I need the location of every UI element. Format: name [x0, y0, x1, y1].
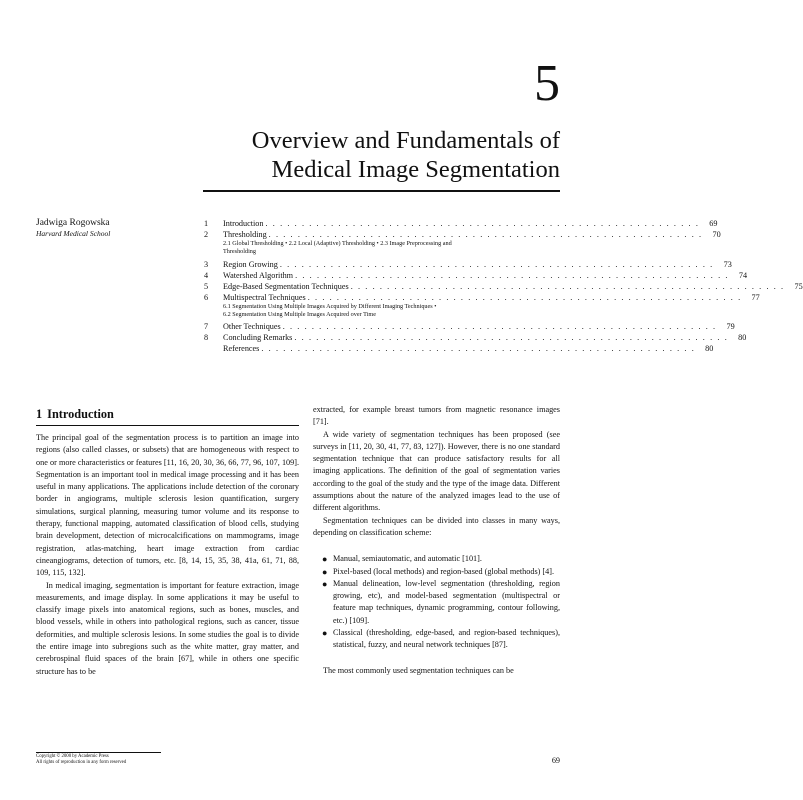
toc-entry-page: 73 [723, 259, 732, 269]
list-item [313, 553, 560, 565]
bullet-icon: ● [322, 578, 328, 589]
toc-leader-dots: . . . . . . . . . . . . . . . . . . . . . . . . . . . . . . . . . . . . . . . . . . . . . . . . . . . . . . . . . . . . [294, 333, 729, 343]
toc-subsections-thresholding [204, 240, 560, 257]
toc-entry-title: Region Growing [223, 259, 278, 269]
copyright-notice [36, 754, 126, 766]
toc-entry-title: Concluding Remarks [223, 333, 293, 343]
toc-subsections-multispectral [204, 303, 560, 320]
toc-leader-dots: . . . . . . . . . . . . . . . . . . . . . . . . . . . . . . . . . . . . . . . . . . . . . . . . . . . . . . . . . . . . [279, 259, 714, 269]
toc-entry-title: Edge-Based Segmentation Techniques [223, 281, 349, 291]
toc-leader-dots: . . . . . . . . . . . . . . . . . . . . . . . . . . . . . . . . . . . . . . . . . . . . . . . . . . . . . . . . . . . . [282, 322, 717, 332]
toc-entry-title: Thresholding [223, 230, 267, 239]
toc-entry-page: 80 [738, 333, 747, 343]
page-number: 69 [551, 756, 560, 765]
toc-leader-dots: . . . . . . . . . . . . . . . . . . . . . . . . . . . . . . . . . . . . . . . . . . . . . . . . . . . . . . . . . . . . [350, 281, 785, 291]
copyright-line: Copyright © 2000 by Academic Press [36, 754, 109, 759]
toc-entry-number: 4 [204, 270, 209, 280]
toc-entry-introduction[interactable] [204, 218, 718, 229]
toc-entry-region-growing[interactable] [204, 259, 732, 270]
list-item-text: Manual, semiautomatic, and automatic [101]. [333, 554, 482, 564]
toc-entry-page: 80 [705, 344, 714, 354]
toc-subsection-line: 2.1 Global Thresholding • 2.2 Local (Adaptive) Thresholding • 2.3 Image Preprocessing and [223, 240, 452, 247]
toc-entry-page: 77 [751, 292, 760, 302]
bullet-icon: ● [322, 628, 328, 639]
table-of-contents [204, 218, 803, 354]
author-name: Jadwiga Rogowska [36, 218, 110, 228]
chapter-title [140, 126, 560, 184]
toc-entry-concluding-remarks[interactable] [204, 332, 747, 343]
toc-subsection-line: 6.1 Segmentation Using Multiple Images Acquired by Different Imaging Techniques • [223, 302, 437, 310]
left-column [36, 432, 299, 678]
toc-entry-title: Watershed Algorithm [223, 270, 294, 280]
toc-entry-page: 69 [709, 219, 718, 228]
toc-leader-dots: . . . . . . . . . . . . . . . . . . . . . . . . . . . . . . . . . . . . . . . . . . . . . . . . . . . . . . . . . . . . [268, 230, 703, 239]
toc-entry-number: 6 [204, 292, 209, 302]
toc-entry-page: 74 [738, 270, 748, 280]
toc-leader-dots: . . . . . . . . . . . . . . . . . . . . . . . . . . . . . . . . . . . . . . . . . . . . . . . . . . . . . . . . . . . . [295, 270, 730, 280]
rights-line: All rights of reproduction in any form reserved [36, 760, 127, 765]
section-heading [36, 407, 299, 422]
toc-entry-references[interactable] [204, 343, 714, 354]
chapter-title-line-2: Medical Image Segmentation [271, 156, 560, 183]
toc-entry-watershed[interactable] [204, 270, 748, 281]
list-item [313, 627, 560, 652]
toc-subsection-line: Thresholding [223, 248, 256, 256]
classification-list [313, 553, 560, 651]
toc-subsection-line: 6.2 Segmentation Using Multiple Images Acquired over Time [223, 310, 376, 318]
bullet-icon: ● [322, 566, 328, 577]
chapter-number: 5 [534, 55, 560, 112]
toc-entry-number: 8 [204, 333, 209, 343]
paragraph: The most commonly used segmentation techniques can be [323, 665, 514, 675]
toc-leader-dots: . . . . . . . . . . . . . . . . . . . . . . . . . . . . . . . . . . . . . . . . . . . . . . . . . . . . . . . . . . . . [261, 344, 696, 354]
toc-entry-title: References [223, 344, 260, 354]
section-title: Introduction [47, 407, 114, 421]
author-affiliation: Harvard Medical School [36, 229, 111, 238]
toc-entry-number: 2 [204, 230, 209, 239]
paragraph: The principal goal of the segmentation process is to partition an image into regions (also called classes, or subsets) that are homogeneous with respect to one or more characteristics or features [11, 16, 20, 30, 36, 66, 77, 96, 107, 109]. Segmentation is an important tool in medical image processing and it has been useful in many applications. The applications include detection of the coronary border in angiograms, multiple sclerosis lesion quantification, surgery simulations, surgical planning, measuring tumor volume and its response to therapy, functional mapping, automated classification of blood cells, studying brain development, detection of microcalcifications on mammograms, image registration, atlas-matching, heart image extraction from cardiac cineangiograms, detection of tumors, etc. [8, 14, 15, 35, 38, 41a, 61, 71, 88, 109, 115, 132]. [36, 433, 299, 578]
toc-entry-number: 1 [204, 219, 209, 228]
footer-rule [36, 752, 161, 753]
right-column [313, 404, 560, 677]
paragraph: Segmentation techniques can be divided into classes in many ways, depending on classification scheme: [313, 515, 560, 537]
toc-entry-number: 7 [204, 322, 209, 332]
paragraph: In medical imaging, segmentation is important for feature extraction, image measurements, and image display. In some applications it may be useful to classify image pixels into anatomical regions, such as bones, muscles, and blood vessels, while in others into pathological regions, such as cancer, tissue deformities, and multiple sclerosis lesions. In some studies the goal is to divide the entire image into subregions such as the white matter, gray matter, and cerebrospinal fluid spaces of the brain [67], while in others one specific structure has to be [36, 580, 299, 676]
toc-entry-title: Multispectral Techniques [223, 292, 306, 302]
section-number: 1 [36, 407, 43, 421]
paragraph: extracted, for example breast tumors from magnetic resonance images [71]. [313, 405, 560, 427]
toc-entry-title: Other Techniques [223, 322, 281, 332]
paragraph: A wide variety of segmentation techniques has been proposed (see surveys in [11, 20, 30, 41, 77, 83, 127]). However, there is no one standard segmentation technique that can produce satisfactory results for all imaging applications. The definition of the goal of segmentation varies according to the goal of the study and the type of the image data. Different assumptions about the nature of the analyzed images lead to the use of different algorithms. [313, 429, 560, 513]
bullet-icon: ● [322, 554, 328, 565]
toc-leader-dots: . . . . . . . . . . . . . . . . . . . . . . . . . . . . . . . . . . . . . . . . . . . . . . . . . . . . . . . . . . . . [307, 292, 742, 302]
toc-entry-page: 75 [794, 281, 803, 291]
toc-entry-other-techniques[interactable] [204, 321, 735, 332]
list-item-text: Classical (thresholding, edge-based, and region-based techniques), statistical, fuzzy, and neural network techniques [87]. [333, 628, 560, 650]
toc-entry-number: 3 [204, 259, 209, 269]
toc-entry-page: 70 [712, 230, 721, 239]
list-item [313, 578, 560, 627]
toc-entry-multispectral[interactable] [204, 292, 760, 303]
toc-entry-title: Introduction [223, 219, 264, 228]
section-rule [36, 425, 299, 426]
toc-entry-page: 79 [726, 322, 735, 332]
list-item-text: Manual delineation, low-level segmentation (thresholding, region growing, etc), and model-based segmentation (multispectral or feature map techniques, dynamic programming, contour following, etc.) [109]. [333, 578, 560, 625]
toc-entry-number: 5 [204, 281, 209, 291]
chapter-title-line-1: Overview and Fundamentals of [251, 127, 560, 154]
toc-leader-dots: . . . . . . . . . . . . . . . . . . . . . . . . . . . . . . . . . . . . . . . . . . . . . . . . . . . . . . . . . . . . [265, 219, 700, 228]
list-item-text: Pixel-based (local methods) and region-based (global methods) [4]. [333, 566, 554, 576]
title-rule [203, 190, 560, 192]
toc-entry-thresholding[interactable] [204, 229, 721, 240]
toc-entry-edge-based[interactable] [204, 281, 803, 292]
list-item [313, 566, 560, 578]
